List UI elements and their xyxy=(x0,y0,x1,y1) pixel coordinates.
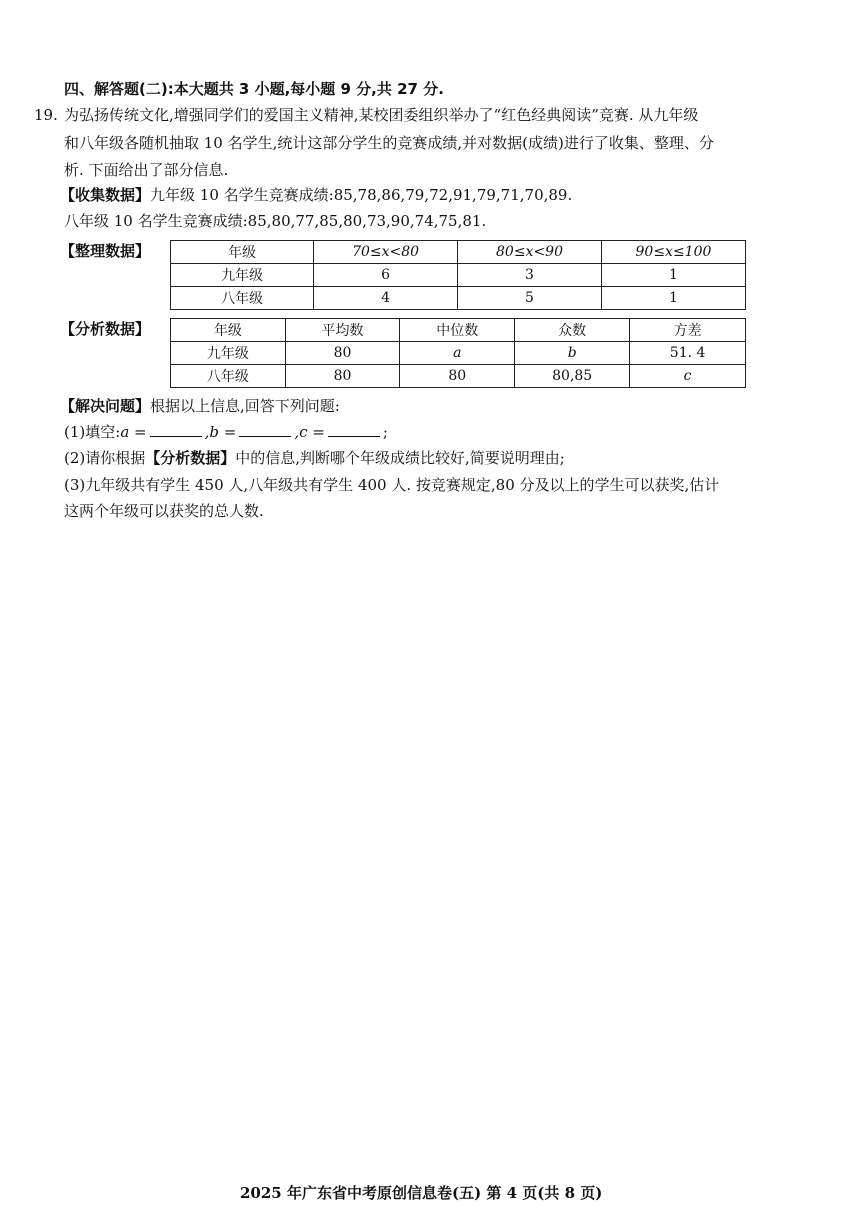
question-number: 19. xyxy=(34,106,58,124)
table-cell: 51. 4 xyxy=(630,342,746,365)
table-cell: 6 xyxy=(314,264,458,287)
intro-line-1: 为弘扬传统文化,增强同学们的爱国主义精神,某校团委组织举办了“红色经典阅读”竞赛. 从九年级 xyxy=(64,106,699,124)
table-cell: 70≤x<80 xyxy=(314,241,458,264)
section-heading: 四、解答题(二):本大题共 3 小题,每小题 9 分,共 27 分. xyxy=(64,80,444,98)
table-cell: 90≤x≤100 xyxy=(601,241,745,264)
part2-suffix: 中的信息,判断哪个年级成绩比较好,简要说明理由; xyxy=(235,449,565,467)
part1-end: ; xyxy=(382,423,388,441)
organize-data-label: 【整理数据】 xyxy=(60,242,151,260)
solve-problem-line xyxy=(60,395,340,417)
table-cell: 1 xyxy=(601,264,745,287)
table-cell: 4 xyxy=(314,287,458,310)
table-cell: 5 xyxy=(458,287,602,310)
answer-blank-a[interactable] xyxy=(150,422,202,437)
collect-grade8-scores: 八年级 10 名学生竞赛成绩:85,80,77,85,80,73,90,74,75,81. xyxy=(64,212,487,230)
table-row xyxy=(171,264,746,287)
table-cell: b xyxy=(515,342,630,365)
table-cell: 九年级 xyxy=(171,342,286,365)
table-row xyxy=(171,342,746,365)
part2-prefix: (2)请你根据 xyxy=(64,449,146,467)
analyze-data-label: 【分析数据】 xyxy=(60,320,151,338)
solve-problem-label: 【解决问题】 xyxy=(60,397,151,415)
intro-line-3: 析. 下面给出了部分信息. xyxy=(64,161,229,179)
table-row xyxy=(171,365,746,388)
table-cell: 八年级 xyxy=(171,287,314,310)
part1-prefix: (1)填空: xyxy=(64,423,121,441)
part3-line-2: 这两个年级可以获奖的总人数. xyxy=(64,502,264,520)
part1-c-label: ,c = xyxy=(294,423,325,441)
table-cell: 中位数 xyxy=(400,319,515,342)
collect-data-line xyxy=(60,184,572,206)
table-cell: 九年级 xyxy=(171,264,314,287)
table-cell: 方差 xyxy=(630,319,746,342)
table-cell: a xyxy=(400,342,515,365)
table-cell: 80≤x<90 xyxy=(458,241,602,264)
part1-a-label: a = xyxy=(120,423,147,441)
table-cell: 众数 xyxy=(515,319,630,342)
table-cell: 80 xyxy=(285,365,400,388)
part2-label: 【分析数据】 xyxy=(145,449,236,467)
table-cell: 年级 xyxy=(171,241,314,264)
part1-line xyxy=(64,421,388,443)
analyze-data-table xyxy=(170,318,746,388)
collect-data-label: 【收集数据】 xyxy=(60,186,151,204)
table-cell: c xyxy=(630,365,746,388)
table-header-row xyxy=(171,319,746,342)
collect-grade9-scores: 九年级 10 名学生竞赛成绩:85,78,86,79,72,91,79,71,70,89. xyxy=(150,186,573,204)
table-header-row xyxy=(171,241,746,264)
organize-data-table xyxy=(170,240,746,310)
table-cell: 1 xyxy=(601,287,745,310)
table-cell: 平均数 xyxy=(285,319,400,342)
table-cell: 80 xyxy=(400,365,515,388)
solve-problem-text: 根据以上信息,回答下列问题: xyxy=(150,397,340,415)
table-cell: 3 xyxy=(458,264,602,287)
table-cell: 年级 xyxy=(171,319,286,342)
page-footer: 2025 年广东省中考原创信息卷(五) 第 4 页(共 8 页) xyxy=(240,1184,603,1202)
answer-blank-c[interactable] xyxy=(328,422,380,437)
answer-blank-b[interactable] xyxy=(239,422,291,437)
part3-line-1: (3)九年级共有学生 450 人,八年级共有学生 400 人. 按竞赛规定,80 分及以上的学生可以获奖,估计 xyxy=(64,476,720,494)
table-cell: 80 xyxy=(285,342,400,365)
part1-b-label: ,b = xyxy=(204,423,237,441)
table-row xyxy=(171,287,746,310)
table-cell: 八年级 xyxy=(171,365,286,388)
table-cell: 80,85 xyxy=(515,365,630,388)
intro-line-2: 和八年级各随机抽取 10 名学生,统计这部分学生的竞赛成绩,并对数据(成绩)进行了收集、整理、分 xyxy=(64,134,714,152)
part2-line xyxy=(64,447,565,469)
